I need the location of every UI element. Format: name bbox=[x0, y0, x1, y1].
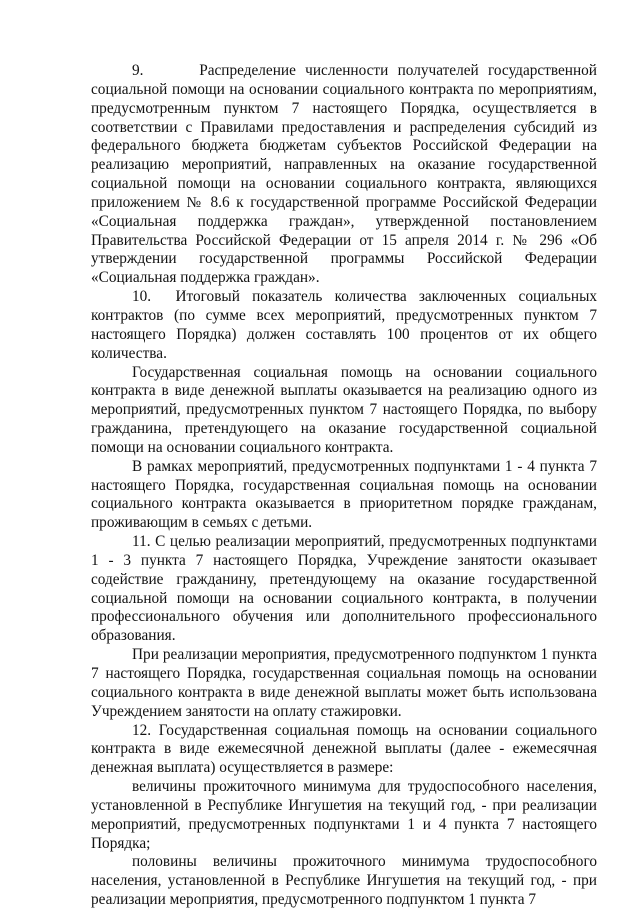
paragraph-12: 12. Государственная социальная помощь на основании социального контракта в виде ежемесячной денежной выплаты (далее - ежемесячная денежная выплата) осуществляется в размере: bbox=[91, 721, 597, 777]
paragraph-9: 9. Распределение численности получателей государственной социальной помощи на основании социального контракта по мероприятиям, предусмотренным пунктом 7 настоящего Порядка, осуществляется в соответствии с Правилами предоставления и распределения субсидий из федерального бюджета бюджетам субъектов Российской Федерации на реализацию мероприятий, направленных на оказание государственной социальной помощи на основании социального контракта, являющихся приложением № 8.6 к государственной программе Российской Федерации «Социальная поддержка граждан», утвержденной постановлением Правительства Российской Федерации от 15 апреля 2014 г. № 296 «Об утверждении государственной программы Российской Федерации «Социальная поддержка граждан». bbox=[91, 62, 597, 287]
paragraph-11: 11. С целью реализации мероприятий, предусмотренных подпунктами 1 - 3 пункта 7 настоящего Порядка, Учреждение занятости оказывает содействие гражданину, претендующему на оказание государственной социальной помощи на основании социального контракта, в получении профессионального обучения или дополнительного профессионального образования. bbox=[91, 533, 597, 645]
paragraph-10: 10. Итоговый показатель количества заключенных социальных контрактов (по сумме всех мероприятий, предусмотренных пунктом 7 настоящего Порядка) должен составлять 100 процентов от их общего количества. bbox=[91, 288, 597, 362]
paragraph-11-internship: При реализации мероприятия, предусмотренного подпунктом 1 пункта 7 настоящего Порядка, государственная социальная помощь на основании социального контракта в виде денежной выплаты может быть использована Учреждением занятости на оплату стажировки. bbox=[91, 646, 597, 720]
paragraph-10-single-measure: Государственная социальная помощь на основании социального контракта в виде денежной выплаты оказывается на реализацию одного из мероприятий, предусмотренных пунктом 7 настоящего Порядка, по выбору гражданина, претендующего на оказание государственной социальной помощи на основании социального контракта. bbox=[91, 363, 597, 456]
paragraph-10-priority-families: В рамках мероприятий, предусмотренных подпунктами 1 - 4 пункта 7 настоящего Порядка, государственная социальная помощь на основании социального контракта оказывается в приоритетном порядке гражданам, проживающим в семьях с детьми. bbox=[91, 457, 597, 532]
paragraph-12-half-minimum: половины величины прожиточного минимума трудоспособного населения, установленной в Республике Ингушетия на текущий год, - при реализации мероприятия, предусмотренного подпунктом 1 пункта 7 bbox=[91, 853, 597, 909]
paragraph-12-full-minimum: величины прожиточного минимума для трудоспособного населения, установленной в Республике Ингушетия на текущий год, - при реализации мероприятий, предусмотренных подпунктами 1 и 4 пункта 7 настоящего Порядка; bbox=[91, 778, 597, 852]
document-page bbox=[91, 62, 597, 910]
